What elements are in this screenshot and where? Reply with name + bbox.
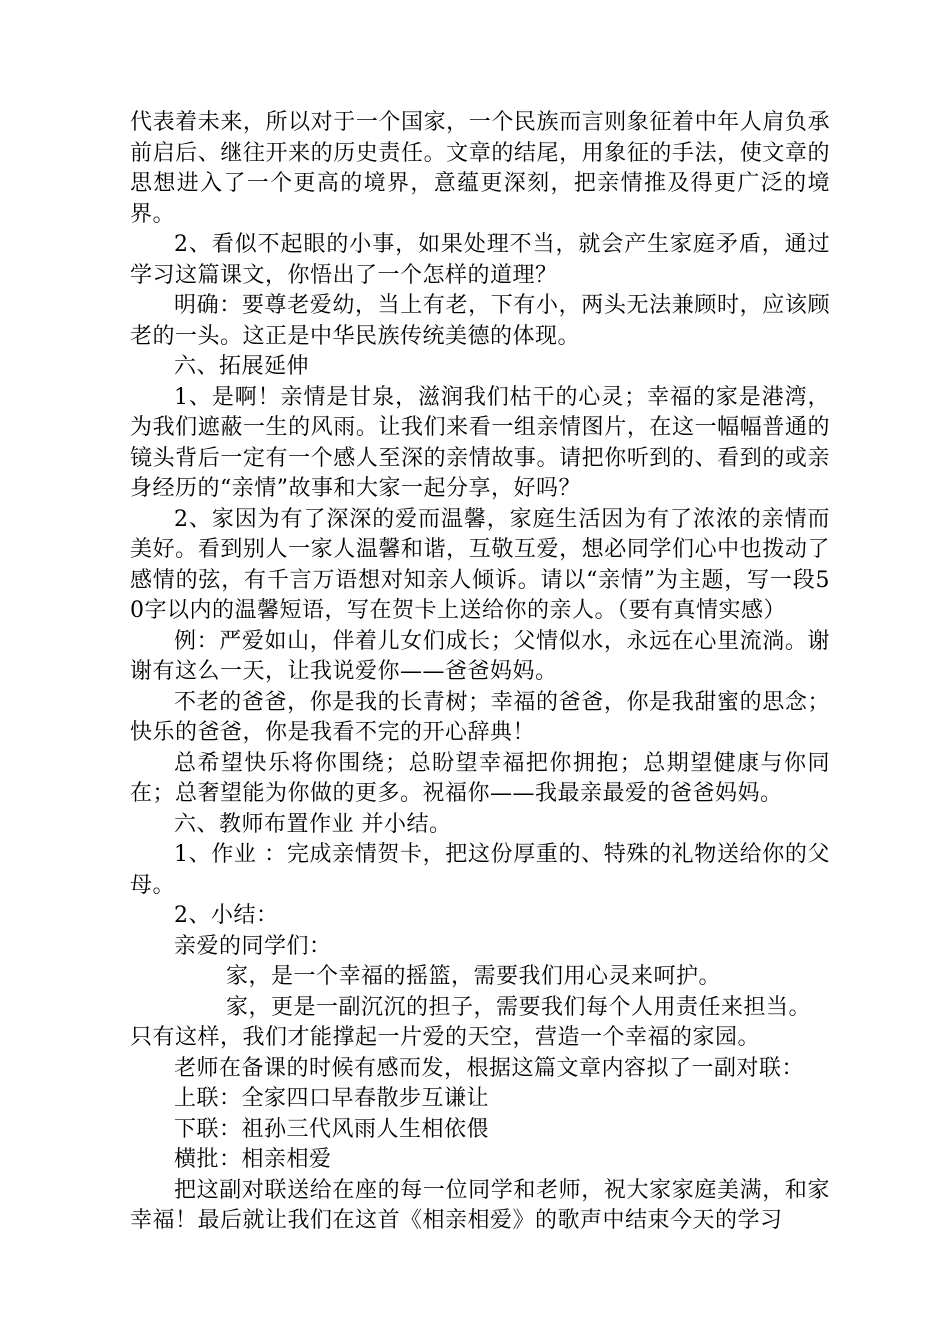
closing-paragraph: 把这副对联送给在座的每一位同学和老师，祝大家家庭美满，和家幸福！最后就让我们在这首《相亲相爱》的歌声中结束今天的学习 [130,1177,830,1233]
summary-line-2: 家，更是一副沉沉的担子，需要我们每个人用责任来担当。 [226,994,812,1020]
couplet-intro: 老师在备课的时候有感而发，根据这篇文章内容拟了一副对联： [174,1055,805,1081]
couplet-lower: 下联：祖孙三代风雨人生相依偎 [174,1116,490,1142]
section-heading-homework: 六、教师布置作业 并小结。 [174,811,452,837]
summary-line-3: 只有这样，我们才能撑起一片爱的天空，营造一个幸福的家园。 [130,1025,761,1050]
summary-greeting: 亲爱的同学们： [174,933,332,959]
summary-line-1: 家，是一个幸福的摇篮，需要我们用心灵来呵护。 [226,964,722,989]
answer-clarification: 明确：要尊老爱幼，当上有老，下有小，两头无法兼顾时，应该顾老的一头。这正是中华民族传统美德的体现。 [130,293,830,349]
homework-item-1: 1、作业 ：完成亲情贺卡，把这份厚重的、特殊的礼物送给你的父母。 [130,842,830,898]
document-body [130,108,830,1237]
couplet-horizontal: 横批：相亲相爱 [174,1147,332,1172]
couplet-upper: 上联：全家四口早春散步互谦让 [174,1086,490,1111]
extension-item-2: 2、家因为有了深深的爱而温馨，家庭生活因为有了浓浓的亲情而美好。看到别人一家人温馨和谐，互敬互爱，想必同学们心中也拨动了感情的弦，有千言万语想对知亲人倾诉。请以“亲情”为主题，写一段50字以内的温馨短语，写在贺卡上送给你的亲人。（要有真情实感） [130,506,830,623]
summary-heading: 2、小结： [174,903,279,928]
paragraph-intro: 代表着未来，所以对于一个国家，一个民族而言则象征着中年人肩负承前启后、继往开来的历史责任。文章的结尾，用象征的手法，使文章的思想进入了一个更高的境界，意蕴更深刻，把亲情推及得更广泛的境界。 [130,110,830,227]
example-2: 不老的爸爸，你是我的长青树；幸福的爸爸，你是我甜蜜的思念；快乐的爸爸，你是我看不完的开心辞典！ [130,689,830,745]
question-2: 2、看似不起眼的小事，如果处理不当，就会产生家庭矛盾，通过学习这篇课文，你悟出了一个怎样的道理？ [130,232,830,288]
example-3: 总希望快乐将你围绕；总盼望幸福把你拥抱；总期望健康与你同在；总奢望能为你做的更多。祝福你——我最亲最爱的爸爸妈妈。 [130,750,830,806]
example-1: 例：严爱如山，伴着儿女们成长；父情似水，永远在心里流淌。谢谢有这么一天，让我说爱你——爸爸妈妈。 [130,628,830,684]
extension-item-1: 1、是啊！亲情是甘泉，滋润我们枯干的心灵；幸福的家是港湾，为我们遮蔽一生的风雨。让我们来看一组亲情图片，在这一幅幅普通的镜头背后一定有一个感人至深的亲情故事。请把你听到的、看到的或亲身经历的“亲情”故事和大家一起分享，好吗？ [130,384,830,501]
section-heading-extension: 六、拓展延伸 [174,354,310,379]
